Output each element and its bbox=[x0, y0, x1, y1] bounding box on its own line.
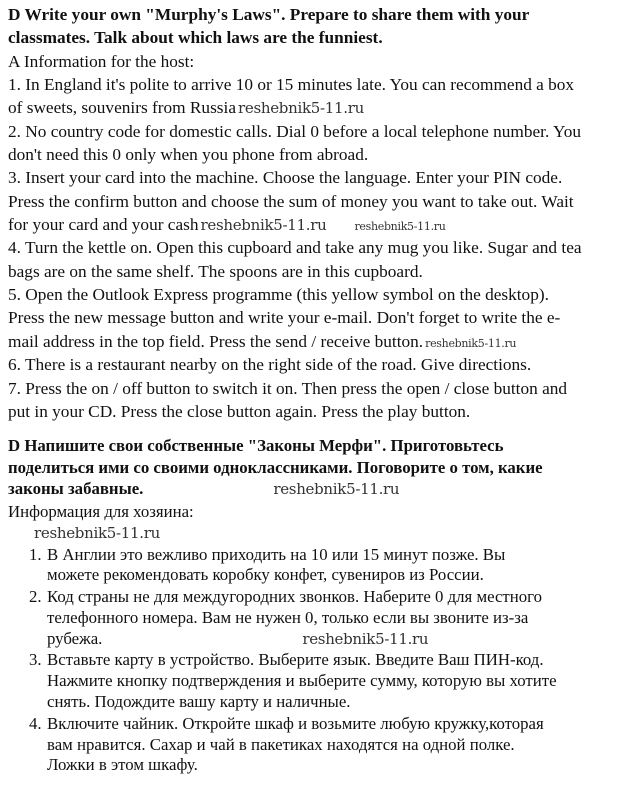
watermark: reshebnik5-11.ru bbox=[302, 629, 429, 648]
list-number: 3. bbox=[29, 650, 42, 670]
text-line: 5. Open the Outlook Express programme (this yellow symbol on the desktop). bbox=[8, 285, 549, 305]
text-line: Press the confirm button and choose the sum of money you want to take out. Wait bbox=[8, 191, 574, 211]
text-line-row bbox=[8, 283, 620, 306]
text-line: bags are on the same shelf. The spoons are in this cupboard. bbox=[8, 261, 423, 281]
text-line: вам нравится. Сахар и чай в пакетиках находятся на одной полке. bbox=[47, 734, 515, 754]
heading-line: D Write your own "Murphy's Laws". Prepare to share them with your bbox=[8, 5, 530, 24]
russian-info-label: Информация для хозяина: bbox=[8, 501, 194, 521]
watermark: reshebnik5-11.ru bbox=[425, 336, 517, 350]
watermark: reshebnik5-11.ru bbox=[238, 99, 364, 118]
text-line-row bbox=[8, 236, 620, 259]
text-line: 7. Press the on / off button to switch it on. Then press the open / close button and bbox=[8, 378, 568, 398]
russian-heading bbox=[8, 435, 620, 500]
text-line: Включите чайник. Откройте шкаф и возьмите любую кружку,которая bbox=[47, 713, 544, 733]
russian-list bbox=[8, 545, 620, 777]
english-section bbox=[8, 3, 620, 423]
text-line: 4. Turn the kettle on. Open this cupboard and take any mug you like. Sugar and tea bbox=[8, 238, 582, 258]
watermark: reshebnik5-11.ru bbox=[34, 523, 160, 542]
text-line-row bbox=[47, 629, 620, 650]
text-line: 6. There is a restaurant nearby on the right side of the road. Give directions. bbox=[8, 355, 532, 375]
text-line-row bbox=[8, 306, 620, 329]
text-line: 3. Insert your card into the machine. Choose the language. Enter your PIN code. bbox=[8, 168, 563, 188]
text-line: 2. No country code for domestic calls. Dial 0 before a local telephone number. You bbox=[8, 121, 582, 141]
watermark: reshebnik5-11.ru bbox=[273, 480, 400, 498]
heading-line-row bbox=[8, 478, 620, 500]
heading-line: законы забавные. bbox=[8, 479, 144, 498]
text-line: mail address in the top field. Press the send / receive button. bbox=[8, 331, 424, 351]
text-line: телефонного номера. Вам не нужен 0, только если вы звоните из-за bbox=[47, 607, 529, 627]
text-line: Press the new message button and write your e-mail. Don't forget to write the e- bbox=[8, 308, 561, 328]
text-line: put in your CD. Press the close button again. Press the play button. bbox=[8, 401, 471, 421]
english-heading bbox=[8, 3, 620, 50]
list-number: 2. bbox=[29, 587, 42, 607]
list-item bbox=[8, 587, 620, 649]
text-line-row bbox=[8, 96, 620, 119]
text-line-row bbox=[8, 400, 620, 423]
text-line-row bbox=[8, 330, 620, 353]
text-line-row bbox=[8, 377, 620, 400]
watermark: reshebnik5-11.ru bbox=[200, 216, 327, 235]
text-line-row bbox=[8, 166, 620, 189]
text-line: Код страны не для междугородних звонков. Наберите 0 для местного bbox=[47, 587, 542, 607]
text-line-row bbox=[8, 50, 620, 73]
text-line-row bbox=[8, 190, 620, 213]
text-line: снять. Подождите вашу карту и наличные. bbox=[47, 692, 351, 712]
watermark: reshebnik5-11.ru bbox=[354, 220, 446, 234]
list-item bbox=[8, 714, 620, 776]
text-line-row bbox=[8, 143, 620, 166]
text-line: Вставьте карту в устройство. Выберите язык. Введите Ваш ПИН-код. bbox=[47, 650, 544, 670]
text-line: рубежа. bbox=[47, 628, 103, 648]
heading-line: поделиться ими со своими одноклассниками. Поговорите о том, какие bbox=[8, 457, 543, 477]
russian-section bbox=[8, 435, 620, 777]
heading-line: D Напишите свои собственные "Законы Мерфи". Приготовьтесь bbox=[8, 436, 504, 455]
text-line-row bbox=[8, 260, 620, 283]
text-line: don't need this 0 only when you phone from abroad. bbox=[8, 145, 369, 165]
list-number: 4. bbox=[29, 713, 42, 733]
text-line-row bbox=[8, 213, 620, 236]
text-line-row bbox=[8, 353, 620, 376]
english-body bbox=[8, 50, 620, 424]
text-line-row bbox=[8, 120, 620, 143]
text-line: Нажмите кнопку подтверждения и выберите сумму, которую вы хотите bbox=[47, 671, 557, 691]
heading-line-row bbox=[8, 457, 620, 479]
heading-line: classmates. Talk about which laws are the funniest. bbox=[8, 28, 383, 48]
text-line: of sweets, souvenirs from Russia bbox=[8, 98, 236, 118]
text-line: A Information for the host: bbox=[8, 51, 195, 71]
heading-line-row bbox=[8, 435, 620, 457]
list-number: 1. bbox=[29, 544, 42, 564]
list-item bbox=[8, 545, 620, 587]
list-item bbox=[8, 650, 620, 712]
text-line-row bbox=[8, 73, 620, 96]
text-line: 1. In England it's polite to arrive 10 or 15 minutes late. You can recommend a box bbox=[8, 75, 575, 95]
text-line: В Англии это вежливо приходить на 10 или 15 минут позже. Вы bbox=[47, 544, 506, 564]
text-line: for your card and your cash bbox=[8, 215, 199, 235]
text-line: можете рекомендовать коробку конфет, сувениров из России. bbox=[47, 565, 484, 585]
text-line: Ложки в этом шкафу. bbox=[47, 755, 198, 775]
